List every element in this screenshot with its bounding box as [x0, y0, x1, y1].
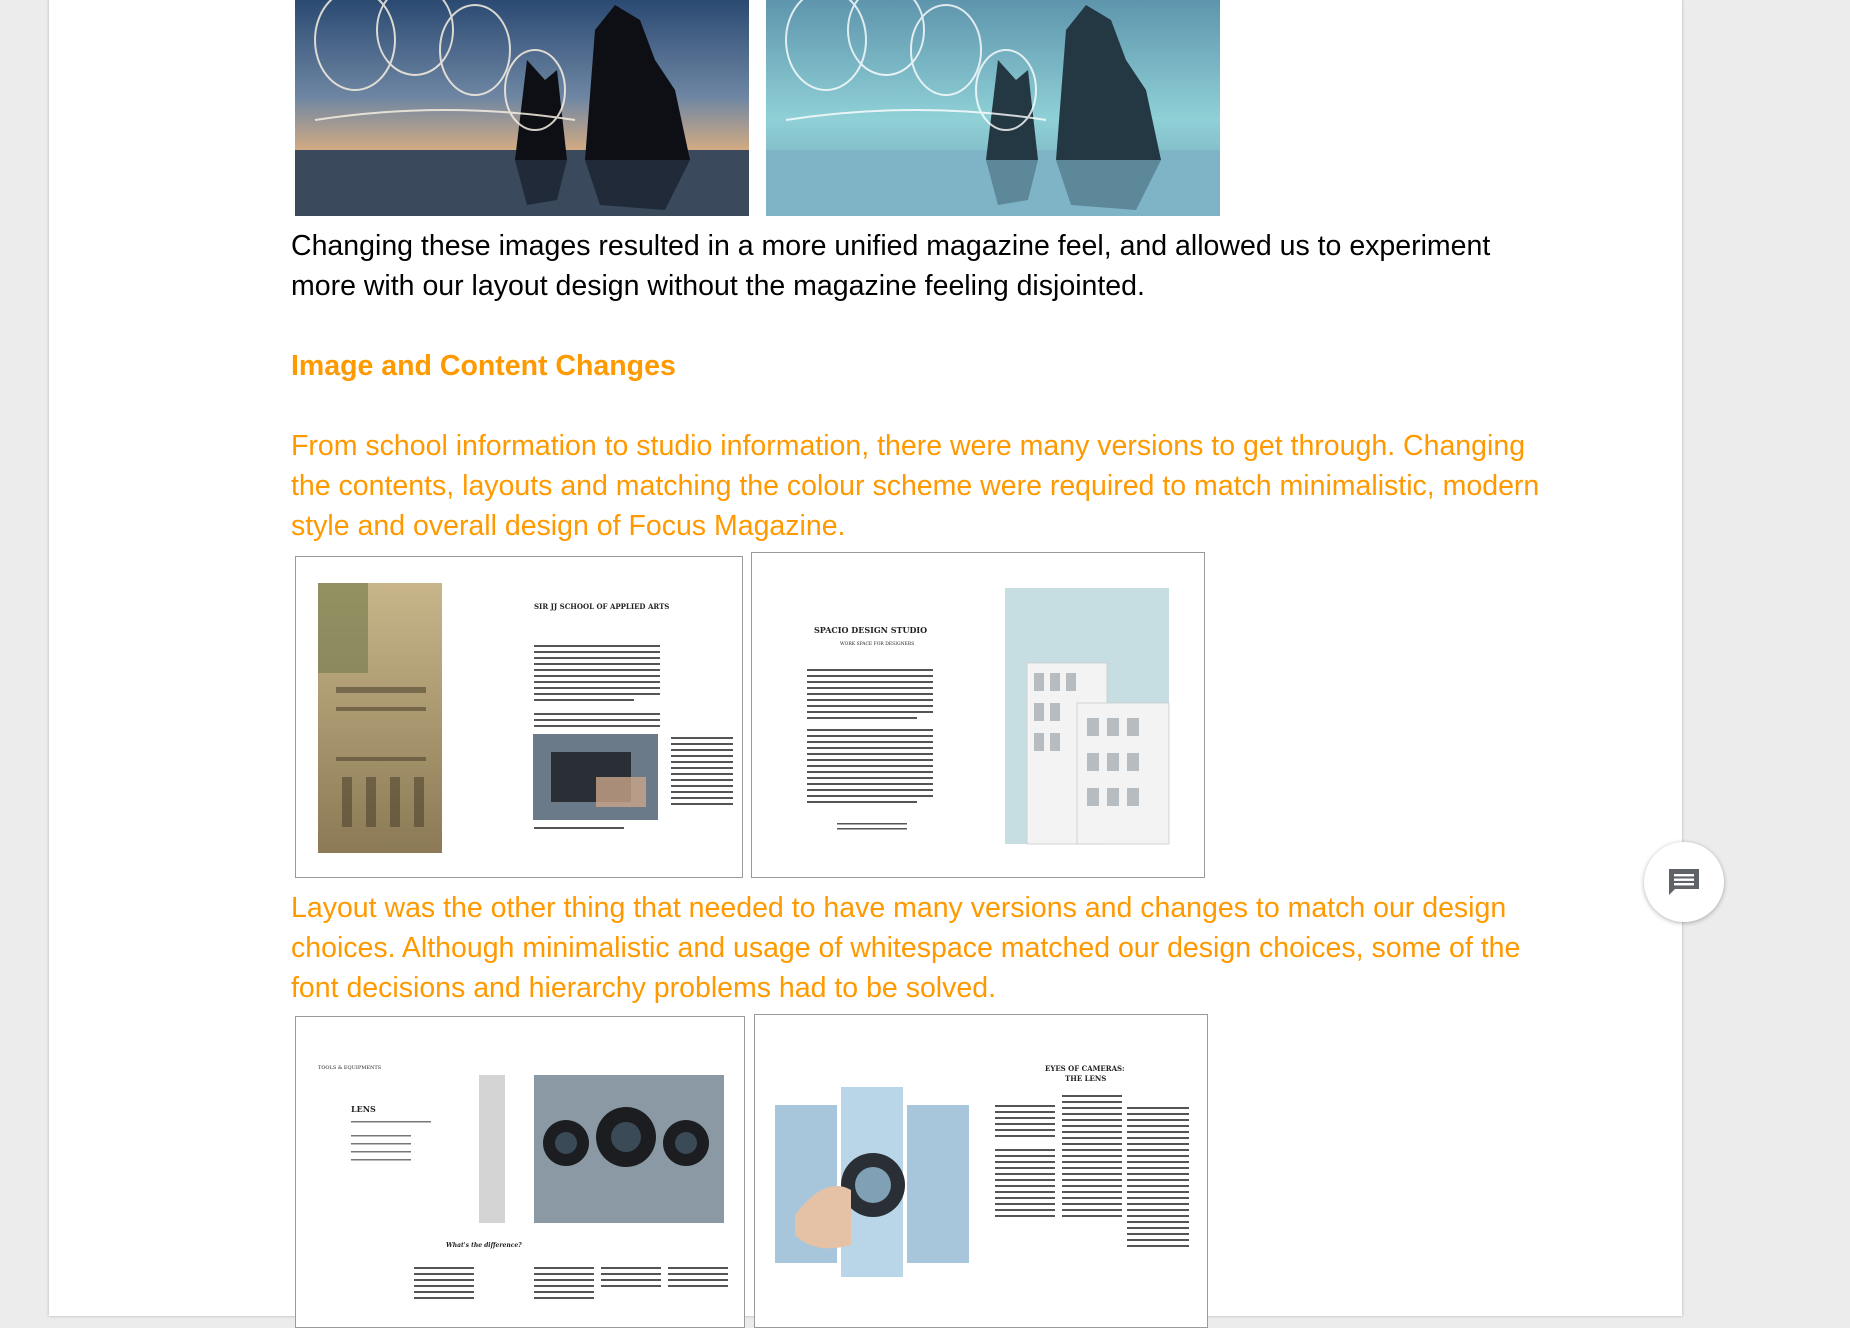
lens-title: LENS — [351, 1104, 376, 1114]
school-information-spread — [295, 556, 743, 878]
original-sunset-image — [295, 0, 749, 216]
section-heading: Image and Content Changes — [291, 350, 676, 382]
edited-blue-image — [766, 0, 1220, 216]
eyes-title-line-2: THE LENS — [1065, 1074, 1107, 1083]
paragraph-unified-feel: Changing these images resulted in a more unified magazine feel, and allowed us to experiment more with our layout design without the magazine feeling disjointed. — [291, 230, 1491, 302]
tools-label: TOOLS & EQUIPMENTS — [318, 1065, 382, 1071]
studio-subtitle: WORK SPACE FOR DESIGNERS — [840, 642, 915, 647]
school-title: SIR JJ SCHOOL OF APPLIED ARTS — [534, 602, 670, 611]
add-comment-button[interactable] — [1644, 842, 1724, 922]
studio-information-spread — [751, 552, 1205, 878]
eyes-of-cameras-spread — [754, 1014, 1208, 1328]
eyes-title-line-1: EYES OF CAMERAS: — [1045, 1064, 1125, 1073]
lens-tools-spread — [295, 1016, 745, 1328]
studio-title: SPACIO DESIGN STUDIO — [814, 625, 928, 635]
paragraph-layout-changes: Layout was the other thing that needed to have many versions and changes to match our design choices. Although minimalistic and usage of whitespace matched our design choices, some of the font decisions and hierarchy problems had to be solved. — [291, 892, 1521, 1004]
document-page — [49, 0, 1682, 1316]
paragraph-content-changes: From school information to studio information, there were many versions to get through. Changing the contents, layouts and matching the colour scheme were required to match minimalistic, modern style and overall design of Focus Magazine. — [291, 430, 1540, 542]
lens-question: What's the difference? — [446, 1242, 522, 1249]
comment-icon — [1666, 866, 1702, 898]
